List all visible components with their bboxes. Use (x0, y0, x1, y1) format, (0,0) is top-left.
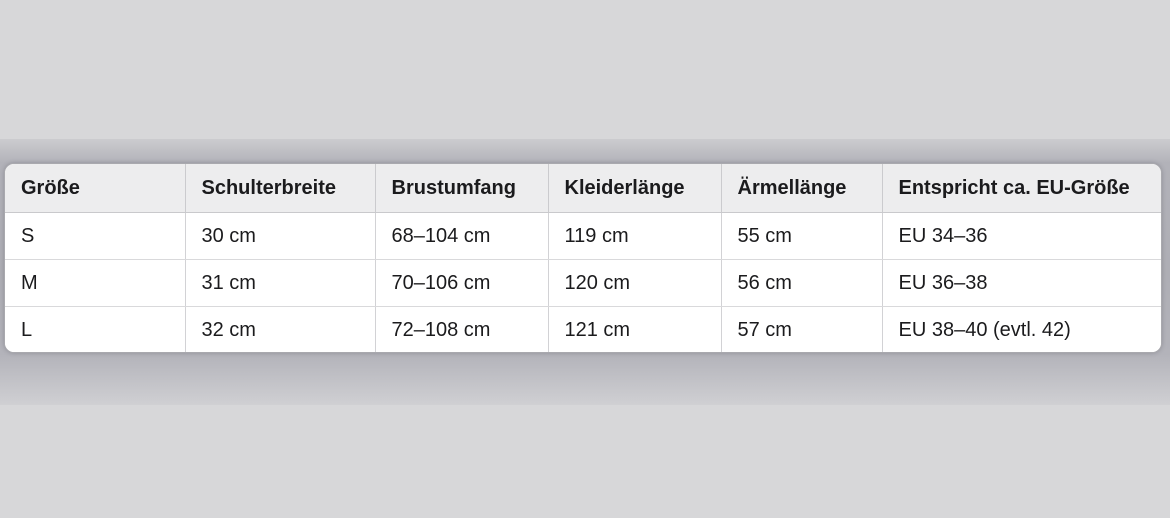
table-row-m (5, 260, 1161, 307)
cell-schulterbreite: 31 cm (185, 260, 375, 307)
cell-brustumfang: 70–106 cm (375, 260, 548, 307)
cell-kleiderlaenge: 121 cm (548, 307, 721, 354)
cell-aermellaenge: 55 cm (721, 213, 882, 260)
cell-eu-groesse: EU 34–36 (882, 213, 1161, 260)
cell-brustumfang: 68–104 cm (375, 213, 548, 260)
cell-size: M (5, 260, 185, 307)
cell-kleiderlaenge: 120 cm (548, 260, 721, 307)
column-header-brustumfang: Brustumfang (375, 164, 548, 213)
table-row-s (5, 213, 1161, 260)
cell-schulterbreite: 30 cm (185, 213, 375, 260)
cell-schulterbreite: 32 cm (185, 307, 375, 354)
header-row (5, 164, 1161, 213)
cell-brustumfang: 72–108 cm (375, 307, 548, 354)
table-row-l (5, 307, 1161, 354)
cell-eu-groesse: EU 36–38 (882, 260, 1161, 307)
cell-size: L (5, 307, 185, 354)
size-chart-table (5, 164, 1161, 353)
size-chart-card (4, 163, 1162, 353)
cell-aermellaenge: 56 cm (721, 260, 882, 307)
cell-size: S (5, 213, 185, 260)
column-header-kleiderlaenge: Kleiderlänge (548, 164, 721, 213)
column-header-schulterbreite: Schulterbreite (185, 164, 375, 213)
cell-aermellaenge: 57 cm (721, 307, 882, 354)
cell-eu-groesse: EU 38–40 (evtl. 42) (882, 307, 1161, 354)
cell-kleiderlaenge: 119 cm (548, 213, 721, 260)
column-header-eu-groesse: Entspricht ca. EU-Größe (882, 164, 1161, 213)
column-header-aermellaenge: Ärmellänge (721, 164, 882, 213)
column-header-groesse: Größe (5, 164, 185, 213)
